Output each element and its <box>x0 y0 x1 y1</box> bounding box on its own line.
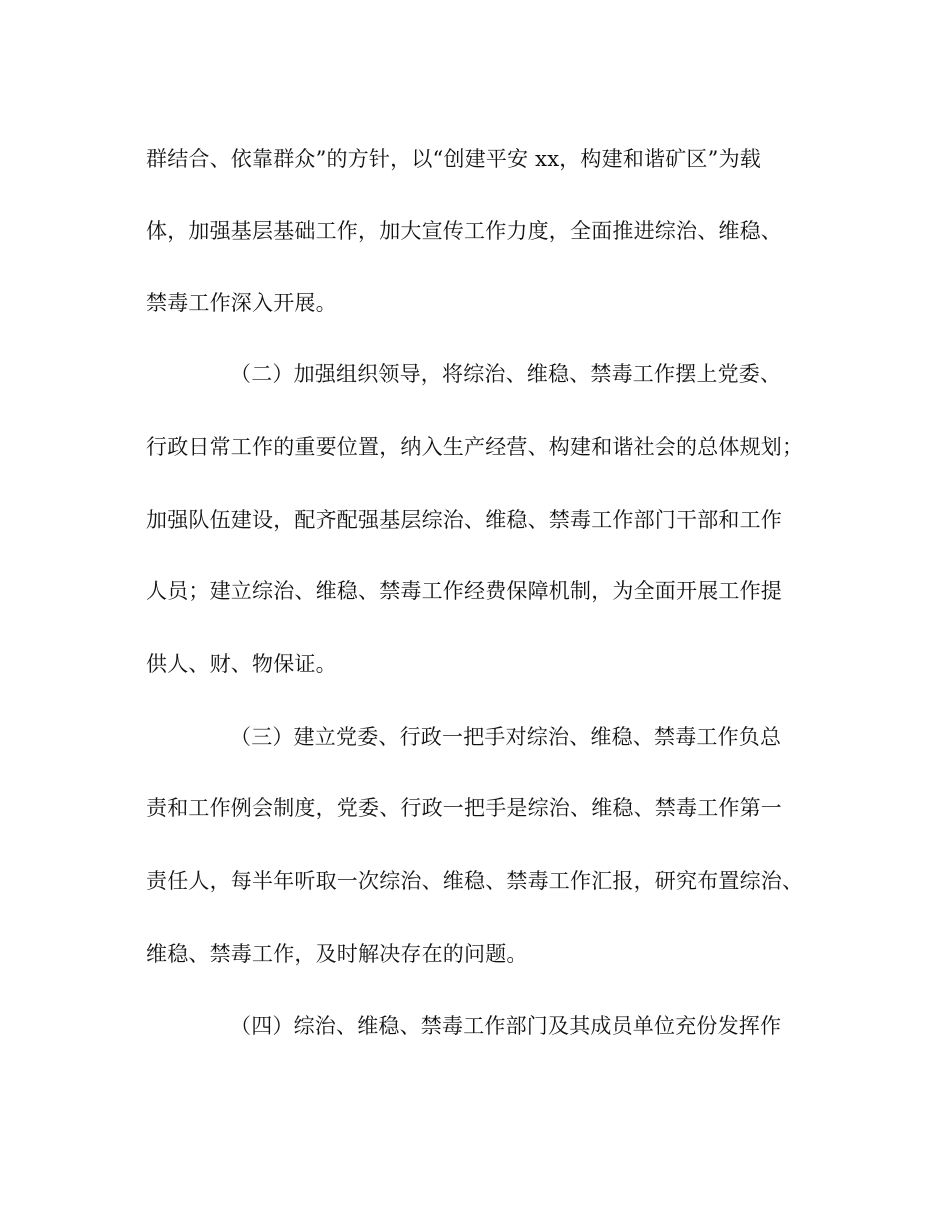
text-line: 群结合、依靠群众”的方针，以“创建平安 xx，构建和谐矿区”为载 <box>146 147 761 171</box>
text-line: 行政日常工作的重要位置，纳入生产经营、构建和谐社会的总体规划； <box>146 435 804 459</box>
text-line: 禁毒工作深入开展。 <box>146 291 337 315</box>
paragraph-heading-4: （四）综治、维稳、禁毒工作部门及其成员单位充份发挥作 <box>230 1014 782 1038</box>
text-line: 维稳、禁毒工作，及时解决存在的问题。 <box>146 942 528 966</box>
text-line: 供人、财、物保证。 <box>146 652 337 676</box>
paragraph-heading-3: （三）建立党委、行政一把手对综治、维稳、禁毒工作负总 <box>230 725 782 749</box>
text-line: 责和工作例会制度，党委、行政一把手是综治、维稳、禁毒工作第一 <box>146 796 782 820</box>
text-line: 体，加强基层基础工作，加大宣传工作力度，全面推进综治、维稳、 <box>146 219 782 243</box>
paragraph-heading-2: （二）加强组织领导，将综治、维稳、禁毒工作摆上党委、 <box>230 362 782 386</box>
text-line: 人员；建立综治、维稳、禁毒工作经费保障机制，为全面开展工作提 <box>146 579 782 603</box>
text-line: 加强队伍建设，配齐配强基层综治、维稳、禁毒工作部门干部和工作 <box>146 508 782 532</box>
text-line: 责任人，每半年听取一次综治、维稳、禁毒工作汇报，研究布置综治、 <box>146 869 804 893</box>
